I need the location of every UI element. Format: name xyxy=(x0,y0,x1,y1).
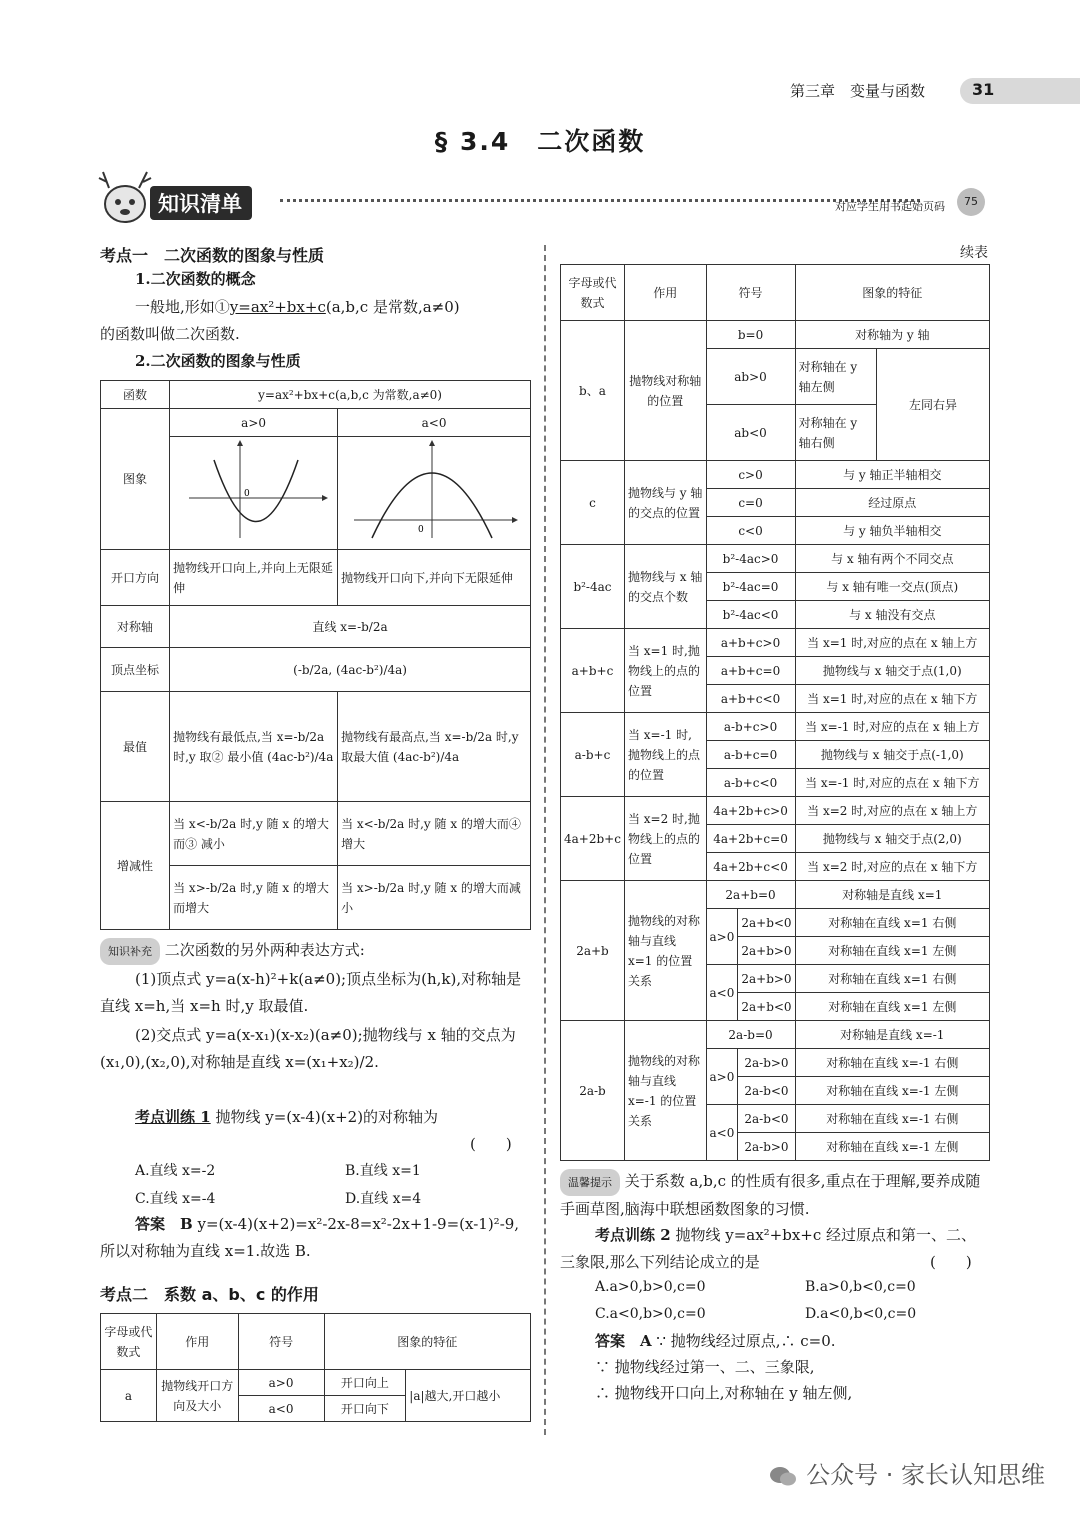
watermark-text: 公众号 · 家长认知思维 xyxy=(806,1461,1045,1489)
cell: a>0 xyxy=(706,909,738,965)
cell: y=ax²+bx+c(a,b,c 为常数,a≠0) xyxy=(170,381,531,409)
cell: b²-4ac>0 xyxy=(706,545,795,573)
cell: 抛物线开口向上,并向上无限延伸 xyxy=(170,550,338,606)
cell: 当 x>-b/2a 时,y 随 x 的增大而减小 xyxy=(338,866,531,930)
cell: 与 x 轴有唯一交点(顶点) xyxy=(795,573,989,601)
cell: 2a-b xyxy=(561,1021,625,1161)
cell: 2a+b<0 xyxy=(738,909,795,937)
cell: 对称轴在直线 x=1 右侧 xyxy=(795,909,989,937)
cell: 图象 xyxy=(101,409,170,550)
watermark xyxy=(768,1455,1045,1490)
cell: 当 x=1 时,对应的点在 x 轴上方 xyxy=(795,629,989,657)
cell: b、a xyxy=(561,321,625,461)
cell: a-b+c<0 xyxy=(706,769,795,797)
cell: 抛物线有最低点,当 x=-b/2a 时,y 取② 最小值 (4ac-b²)/4a xyxy=(170,692,338,802)
cell: 增减性 xyxy=(101,802,170,930)
sub-1-text-c: 的函数叫做二次函数. xyxy=(100,325,240,343)
cell: a xyxy=(101,1370,157,1422)
cell: 抛物线与 x 轴交于点(1,0) xyxy=(795,657,989,685)
cell: 4a+2b+c=0 xyxy=(706,825,795,853)
cell: 当 x<-b/2a 时,y 随 x 的增大而③ 减小 xyxy=(170,802,338,866)
cell: 2a-b=0 xyxy=(706,1021,795,1049)
cell: 当 x=1 时,抛物线上的点的位置 xyxy=(624,629,706,713)
cell: 抛物线对称轴的位置 xyxy=(624,321,706,461)
sub-1-para xyxy=(100,294,530,348)
upward-parabola-graph xyxy=(174,438,334,542)
cell: |a|越大,开口越小 xyxy=(406,1370,531,1422)
cell: 直线 x=-b/2a xyxy=(170,606,531,648)
topic-2-title: 考点二 系数 a、b、c 的作用 xyxy=(100,1285,319,1304)
topic-1-title: 考点一 二次函数的图象与性质 xyxy=(100,246,325,265)
answer-label: 答案 B xyxy=(135,1215,193,1233)
cell: 当 x=2 时,对应的点在 x 轴下方 xyxy=(795,853,989,881)
graph-up-cell xyxy=(170,437,338,550)
cell: 符号 xyxy=(238,1314,324,1370)
sub-1-text-a: 一般地,形如① xyxy=(135,298,230,316)
cell: a<0 xyxy=(338,409,531,437)
wechat-icon xyxy=(768,1464,798,1488)
tip-tag: 温馨提示 xyxy=(560,1169,620,1196)
cell: 与 x 轴没有交点 xyxy=(795,601,989,629)
cell: a>0 xyxy=(170,409,338,437)
ex1-option-d[interactable]: D.直线 x=4 xyxy=(345,1191,422,1207)
page-number: 31 xyxy=(972,80,995,99)
sub-1-title: 1.二次函数的概念 xyxy=(135,270,256,288)
cell: 对称轴为 y 轴 xyxy=(795,321,989,349)
exercise-1-question: 抛物线 y=(x-4)(x+2)的对称轴为 xyxy=(215,1108,439,1126)
cell: 抛物线的对称轴与直线 x=-1 的位置关系 xyxy=(624,1021,706,1161)
cell: 符号 xyxy=(706,265,795,321)
answer-line-1: ∵ 抛物线经过原点,∴ c=0. xyxy=(656,1332,836,1350)
exercise-2-question: 抛物线 y=ax²+bx+c 经过原点和第一、二、三象限,那么下列结论成立的是 xyxy=(560,1226,977,1271)
cell: a<0 xyxy=(706,1105,738,1161)
cell: 对称轴在直线 x=-1 右侧 xyxy=(795,1105,989,1133)
answer-label: 答案 A xyxy=(595,1332,652,1350)
cell: 抛物线有最高点,当 x=-b/2a 时,y 取最大值 (4ac-b²)/4a xyxy=(338,692,531,802)
cell: 经过原点 xyxy=(795,489,989,517)
exercise-2-answer xyxy=(595,1328,836,1355)
cell: 当 x=1 时,对应的点在 x 轴下方 xyxy=(795,685,989,713)
origin-label: 0 xyxy=(418,525,424,535)
exercise-2-label: 考点训练 2 xyxy=(595,1226,671,1244)
coefficient-table-continued xyxy=(560,264,990,1161)
cell: 字母或代数式 xyxy=(101,1314,157,1370)
continued-label: 续表 xyxy=(960,245,988,261)
cell: 2a+b<0 xyxy=(738,993,795,1021)
cell: a-b+c>0 xyxy=(706,713,795,741)
knowledge-banner xyxy=(95,168,995,226)
sub-1-text-b: (a,b,c 是常数,a≠0) xyxy=(325,298,460,316)
cell: ab<0 xyxy=(706,405,795,461)
exercise-1-label: 考点训练 1 xyxy=(135,1108,211,1126)
cell: b²-4ac xyxy=(561,545,625,629)
ex2-option-a[interactable]: A.a>0,b>0,c=0 xyxy=(595,1279,706,1295)
supplement-block xyxy=(100,937,530,965)
cell: 2a-b>0 xyxy=(738,1133,795,1161)
cell: 抛物线与 x 轴的交点个数 xyxy=(624,545,706,629)
cell: 2a+b=0 xyxy=(706,881,795,909)
origin-label: 0 xyxy=(243,489,250,499)
tip-text: 关于系数 a,b,c 的性质有很多,重点在于理解,要养成随手画草图,脑海中联想函数图象的习惯. xyxy=(560,1172,981,1218)
cell: 2a+b>0 xyxy=(738,965,795,993)
cell: a-b+c=0 xyxy=(706,741,795,769)
cell: 对称轴在直线 x=1 左侧 xyxy=(795,937,989,965)
cell: 当 x=2 时,抛物线上的点的位置 xyxy=(624,797,706,881)
cell: a<0 xyxy=(238,1396,324,1422)
properties-table xyxy=(100,380,531,930)
running-header xyxy=(790,80,1080,104)
cell: c>0 xyxy=(706,461,795,489)
cell: 与 x 轴有两个不同交点 xyxy=(795,545,989,573)
cell: 抛物线开口方向及大小 xyxy=(156,1370,238,1422)
cell: 对称轴在直线 x=-1 左侧 xyxy=(795,1077,989,1105)
cell: 2a+b xyxy=(561,881,625,1021)
cell: b²-4ac=0 xyxy=(706,573,795,601)
cell: a>0 xyxy=(706,1049,738,1105)
cell: 对称轴在直线 x=1 左侧 xyxy=(795,993,989,1021)
supplement-intro: 二次函数的另外两种表达方式: xyxy=(164,941,365,959)
answer-text: y=(x-4)(x+2)=x²-2x-8=x²-2x+1-9=(x-1)²-9,所以对称轴为直线 x=1.故选 B. xyxy=(100,1215,520,1260)
banner-page-ref: 75 xyxy=(957,188,985,216)
cell: 当 x=2 时,对应的点在 x 轴上方 xyxy=(795,797,989,825)
cell: 开口向上 xyxy=(324,1370,406,1396)
supplement-tag: 知识补充 xyxy=(100,938,160,965)
blank-answer-1: y=ax²+bx+c xyxy=(229,298,326,316)
cell: 2a-b<0 xyxy=(738,1105,795,1133)
cell: 作用 xyxy=(624,265,706,321)
cell: c xyxy=(561,461,625,545)
cell: 抛物线与 x 轴交于点(-1,0) xyxy=(795,741,989,769)
cell: a-b+c xyxy=(561,713,625,797)
cell: 对称轴在直线 x=-1 左侧 xyxy=(795,1133,989,1161)
exercise-2 xyxy=(560,1222,990,1276)
section-title: § 3.4 二次函数 xyxy=(434,127,646,156)
exercise-1-answer xyxy=(100,1211,530,1265)
cell: 当 x=-1 时,对应的点在 x 轴上方 xyxy=(795,713,989,741)
cell: 对称轴在直线 x=1 右侧 xyxy=(795,965,989,993)
cell: a+b+c xyxy=(561,629,625,713)
cell: 抛物线与 y 轴的交点的位置 xyxy=(624,461,706,545)
cell: a>0 xyxy=(238,1370,324,1396)
supplement-intercept-form: (2)交点式 y=a(x-x₁)(x-x₂)(a≠0);抛物线与 x 轴的交点为(x₁,0),(x₂,0),对称轴是直线 x=(x₁+x₂)/2. xyxy=(100,1026,516,1071)
ex2-option-d[interactable]: D.a<0,b<0,c=0 xyxy=(805,1306,917,1322)
ex2-option-b[interactable]: B.a>0,b<0,c=0 xyxy=(805,1279,916,1295)
cell: 函数 xyxy=(101,381,170,409)
sub-2-title: 2.二次函数的图象与性质 xyxy=(135,352,301,370)
banner-label: 知识清单 xyxy=(150,186,252,220)
exercise-1-paren: ( ) xyxy=(470,1135,512,1153)
cell: 当 x=-1 时,抛物线上的点的位置 xyxy=(624,713,706,797)
ex1-option-c[interactable]: C.直线 x=-4 xyxy=(135,1191,216,1207)
banner-note: 对应学生用书起始页码 xyxy=(835,200,945,213)
cell: 图象的特征 xyxy=(324,1314,531,1370)
cell: 开口方向 xyxy=(101,550,170,606)
cell: 4a+2b+c<0 xyxy=(706,853,795,881)
cell: 2a+b>0 xyxy=(738,937,795,965)
cell: 抛物线开口向下,并向下无限延伸 xyxy=(338,550,531,606)
exercise-2-paren: ( ) xyxy=(930,1253,972,1271)
answer-line-2: ∵ 抛物线经过第一、二、三象限, xyxy=(595,1358,815,1376)
cell: ab>0 xyxy=(706,349,795,405)
chapter-label: 第三章 变量与函数 xyxy=(790,82,926,100)
downward-parabola-graph xyxy=(344,438,524,542)
cell: 顶点坐标 xyxy=(101,648,170,692)
ex1-option-a[interactable]: A.直线 x=-2 xyxy=(135,1163,216,1179)
cell: 左同右异 xyxy=(876,349,989,461)
cell: 当 x<-b/2a 时,y 随 x 的增大而④ 增大 xyxy=(338,802,531,866)
cell: 2a-b<0 xyxy=(738,1077,795,1105)
cell: 对称轴是直线 x=1 xyxy=(795,881,989,909)
cell: 抛物线的对称轴与直线 x=1 的位置关系 xyxy=(624,881,706,1021)
deer-mascot-icon xyxy=(95,168,155,226)
cell: b²-4ac<0 xyxy=(706,601,795,629)
cell: 抛物线与 x 轴交于点(2,0) xyxy=(795,825,989,853)
cell: 对称轴在直线 x=-1 右侧 xyxy=(795,1049,989,1077)
cell: a+b+c<0 xyxy=(706,685,795,713)
cell: 开口向下 xyxy=(324,1396,406,1422)
cell: 与 y 轴正半轴相交 xyxy=(795,461,989,489)
cell: (-b/2a, (4ac-b²)/4a) xyxy=(170,648,531,692)
exercise-1 xyxy=(100,1104,530,1131)
cell: 当 x=-1 时,对应的点在 x 轴下方 xyxy=(795,769,989,797)
ex1-option-b[interactable]: B.直线 x=1 xyxy=(345,1163,421,1179)
cell: a+b+c=0 xyxy=(706,657,795,685)
supplement-vertex-form: (1)顶点式 y=a(x-h)²+k(a≠0);顶点坐标为(h,k),对称轴是直线 x=h,当 x=h 时,y 取最值. xyxy=(100,970,522,1015)
ex2-option-c[interactable]: C.a<0,b>0,c=0 xyxy=(595,1306,706,1322)
cell: 对称轴 xyxy=(101,606,170,648)
graph-down-cell xyxy=(338,437,531,550)
cell: 作用 xyxy=(156,1314,238,1370)
cell: 对称轴在 y 轴左侧 xyxy=(795,349,876,405)
cell: 图象的特征 xyxy=(795,265,989,321)
cell: c<0 xyxy=(706,517,795,545)
cell: a+b+c>0 xyxy=(706,629,795,657)
answer-line-3: ∴ 抛物线开口向上,对称轴在 y 轴左侧, xyxy=(595,1384,853,1402)
cell: b=0 xyxy=(706,321,795,349)
coefficient-table-a xyxy=(100,1313,531,1422)
cell: 2a-b>0 xyxy=(738,1049,795,1077)
cell: 字母或代数式 xyxy=(561,265,625,321)
cell: 对称轴在 y 轴右侧 xyxy=(795,405,876,461)
cell: 与 y 轴负半轴相交 xyxy=(795,517,989,545)
column-divider xyxy=(544,245,546,1435)
cell: c=0 xyxy=(706,489,795,517)
cell: 对称轴是直线 x=-1 xyxy=(795,1021,989,1049)
cell: 最值 xyxy=(101,692,170,802)
tip-block xyxy=(560,1168,990,1223)
cell: 当 x>-b/2a 时,y 随 x 的增大而增大 xyxy=(170,866,338,930)
cell: 4a+2b+c>0 xyxy=(706,797,795,825)
cell: a<0 xyxy=(706,965,738,1021)
banner-dots xyxy=(280,199,920,202)
cell: 4a+2b+c xyxy=(561,797,625,881)
